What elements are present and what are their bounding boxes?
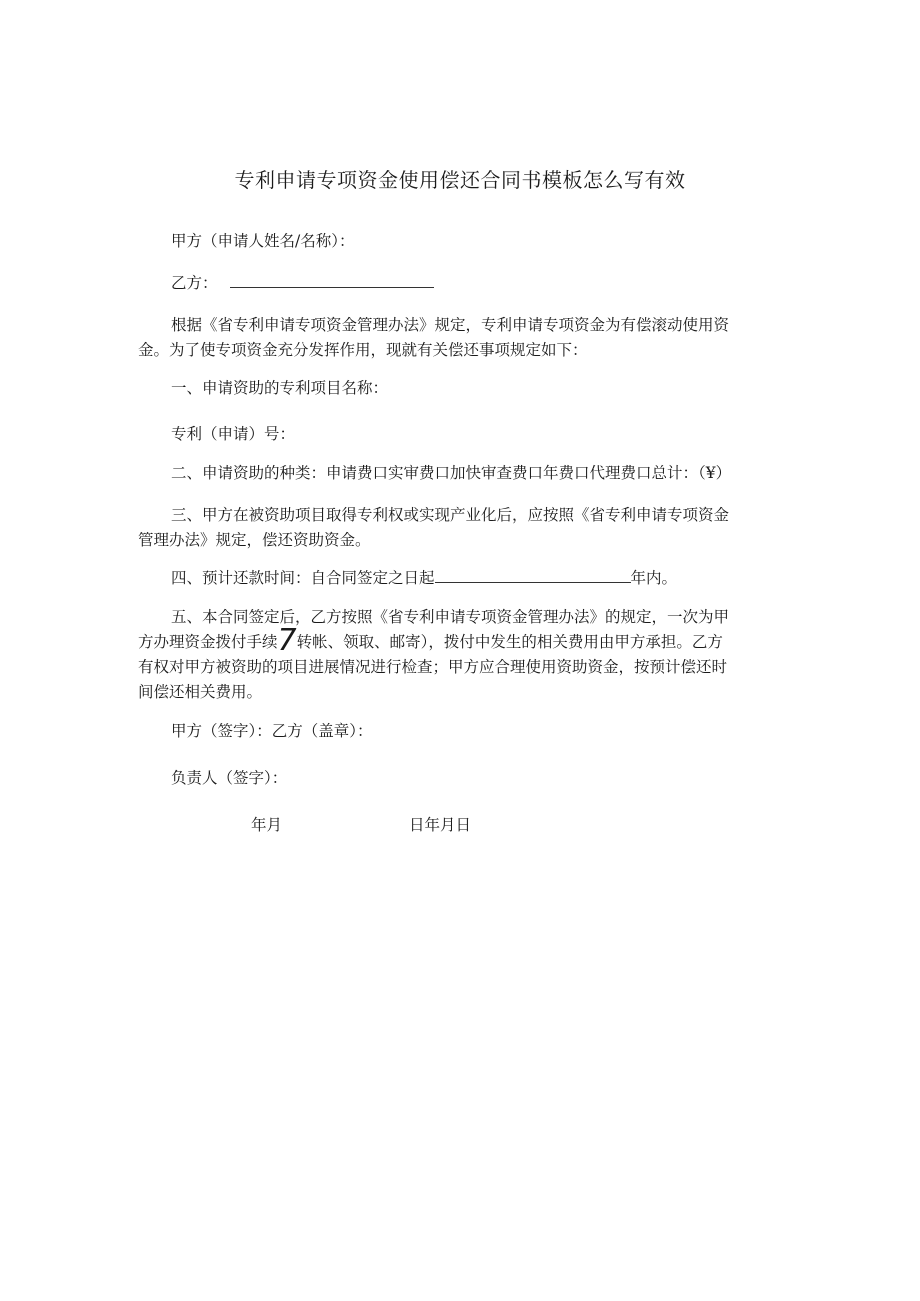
party-b-label: 乙方： [171, 274, 218, 292]
document-title: 专利申请专项资金使用偿还合同书模板怎么写有效 [234, 168, 686, 192]
item-4-blank [435, 567, 631, 583]
patent-number-line: 专利（申请）号： [171, 425, 296, 443]
intro-line-1: 根据《省专利申请专项资金管理办法》规定，专利申请专项资金为有偿滚动使用资 [171, 316, 730, 334]
item-2: 二、申请资助的种类：申请费口实审费口加快审查费口年费口代理费口总计：（¥） [171, 464, 732, 482]
item-5-line-4: 间偿还相关费用。 [138, 683, 263, 701]
party-b-line [138, 271, 821, 296]
item-5-line-2-prefix: 方办理资金拨付手续 [138, 633, 278, 651]
signature-person: 负责人（签字）： [171, 769, 288, 787]
date-right: 日年月日 [409, 816, 472, 834]
item-1: 一、申请资助的专利项目名称： [171, 379, 389, 397]
intro-line-2: 金。为了使专项资金充分发挥作用，现就有关偿还事项规定如下： [138, 341, 588, 359]
item-5-line-1: 五、本合同签定后，乙方按照《省专利申请专项资金管理办法》的规定，一次为甲 [171, 608, 730, 626]
item-4-prefix: 四、预计还款时间：自合同签定之日起 [171, 569, 435, 587]
item-5-line-3: 有权对甲方被资助的项目进展情况进行检查；甲方应合理使用资助资金，按预计偿还时 [138, 658, 728, 676]
item-3-line-2: 管理办法》规定，偿还资助资金。 [138, 531, 371, 549]
item-5-line-2 [138, 623, 788, 658]
item-4-suffix: 年内。 [630, 569, 678, 587]
party-b-blank [230, 272, 434, 288]
stray-mark: 7 [277, 623, 297, 658]
signature-parties: 甲方（签字）：乙方（盖章）： [171, 722, 373, 740]
item-4 [138, 566, 821, 591]
party-a-line: 甲方（申请人姓名/名称）： [171, 232, 355, 250]
date-left: 年月 [251, 816, 283, 834]
item-5-line-2-suffix: 转帐、领取、邮寄），拨付中发生的相关费用由甲方承担。乙方 [296, 633, 723, 651]
item-3-line-1: 三、甲方在被资助项目取得专利权或实现产业化后，应按照《省专利申请专项资金 [171, 506, 730, 524]
